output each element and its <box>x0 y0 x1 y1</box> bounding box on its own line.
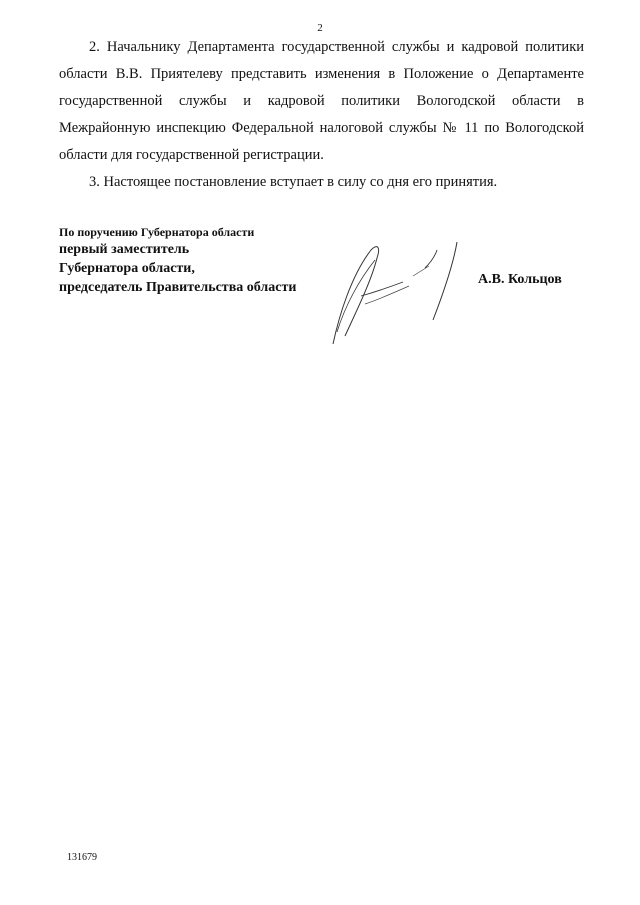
document-body <box>59 34 584 196</box>
document-code: 131679 <box>67 852 97 863</box>
signature-block <box>59 224 296 297</box>
on-behalf-line: По поручению Губернатора области <box>59 225 255 239</box>
handwritten-signature <box>325 236 475 356</box>
paragraph-3: 3. Настоящее постановление вступает в силу со дня его принятия. <box>89 174 498 190</box>
signer-title-line-2: Губернатора области, <box>59 261 195 276</box>
page-number: 2 <box>317 22 323 34</box>
signer-name: А.В. Кольцов <box>478 272 562 287</box>
signer-title-line-1: первый заместитель <box>59 242 190 257</box>
signer-title-line-3: председатель Правительства области <box>59 280 297 295</box>
paragraph-2: 2. Начальнику Департамента государственной службы и кадровой политики области В.В. Приятелеву представить изменения в Положение о Департаменте государственной службы и кадровой политики Вологодской области в Межрайонную инспекцию Федеральной налоговой службы № 11 по Вологодской области для государственной регистрации. <box>59 39 584 163</box>
